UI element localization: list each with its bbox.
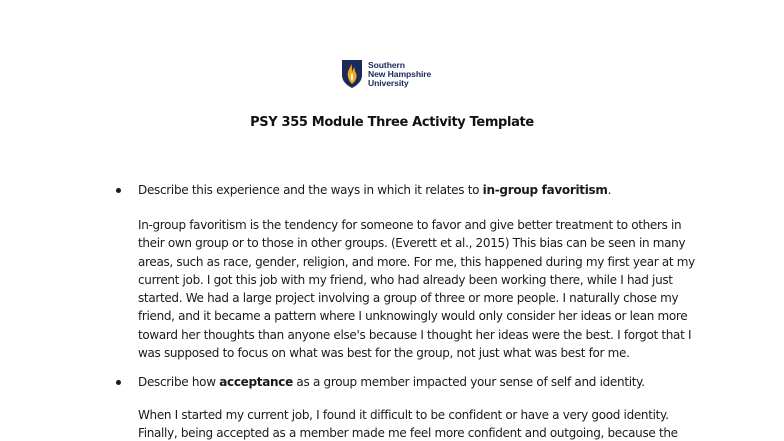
snhu-shield-flame-icon <box>341 59 363 89</box>
paragraph-1 <box>138 216 698 362</box>
bullet1-bold-term: in-group favoritism <box>482 183 608 197</box>
bullet-dot <box>116 188 121 193</box>
logo-line-3: University <box>368 77 409 88</box>
paragraph-line: When I started my current job, I found it difficult to be confident or have a very good identity. <box>138 408 669 422</box>
logo-wordmark <box>368 61 431 88</box>
paragraph-line: current job. I got this job with my friend, who had already been working there, while I had just <box>138 272 673 287</box>
document-title: PSY 355 Module Three Activity Template <box>250 115 534 130</box>
university-logo <box>341 57 431 91</box>
bullet1-suffix: . <box>607 183 612 197</box>
bullet-item-2 <box>116 373 645 389</box>
bullet-text-2 <box>138 373 645 392</box>
bullet2-suffix: as a group member impacted your sense of self and identity. <box>292 375 645 389</box>
paragraph-line: was supposed to focus on what was best for the group, not just what was best for me. <box>138 346 630 361</box>
bullet-dot <box>116 380 121 385</box>
bullet-item-1 <box>116 181 612 197</box>
paragraph-line: Finally, being accepted as a member made me feel more confident and outgoing, because the <box>138 426 678 441</box>
paragraph-line: toward her thoughts than anyone else's because I thought her ideas were the best. I forgot that I <box>138 327 692 342</box>
paragraph-line: areas, such as race, gender, religion, and more. For me, this happened during my first year at my <box>138 254 695 269</box>
logo-line-2: New Hampshire <box>368 68 432 79</box>
paragraph-2 <box>138 406 698 441</box>
bullet1-prefix: Describe this experience and the ways in which it relates to <box>138 183 483 197</box>
bullet2-prefix: Describe how <box>138 375 220 389</box>
paragraph-line: In-group favoritism is the tendency for someone to favor and give better treatment to others in <box>138 218 682 232</box>
bullet2-bold-term: acceptance <box>219 375 293 389</box>
paragraph-line: their own group or to those in other groups. (Everett et al., 2015) This bias can be seen in many <box>138 236 686 251</box>
paragraph-line: started. We had a large project involving a group of three or more people. I naturally chose my <box>138 291 679 306</box>
paragraph-line: friend, and it became a pattern where I unknowingly would only consider her ideas or lean more <box>138 309 688 324</box>
logo-line-1: Southern <box>368 59 405 70</box>
bullet-text-1 <box>138 181 611 200</box>
